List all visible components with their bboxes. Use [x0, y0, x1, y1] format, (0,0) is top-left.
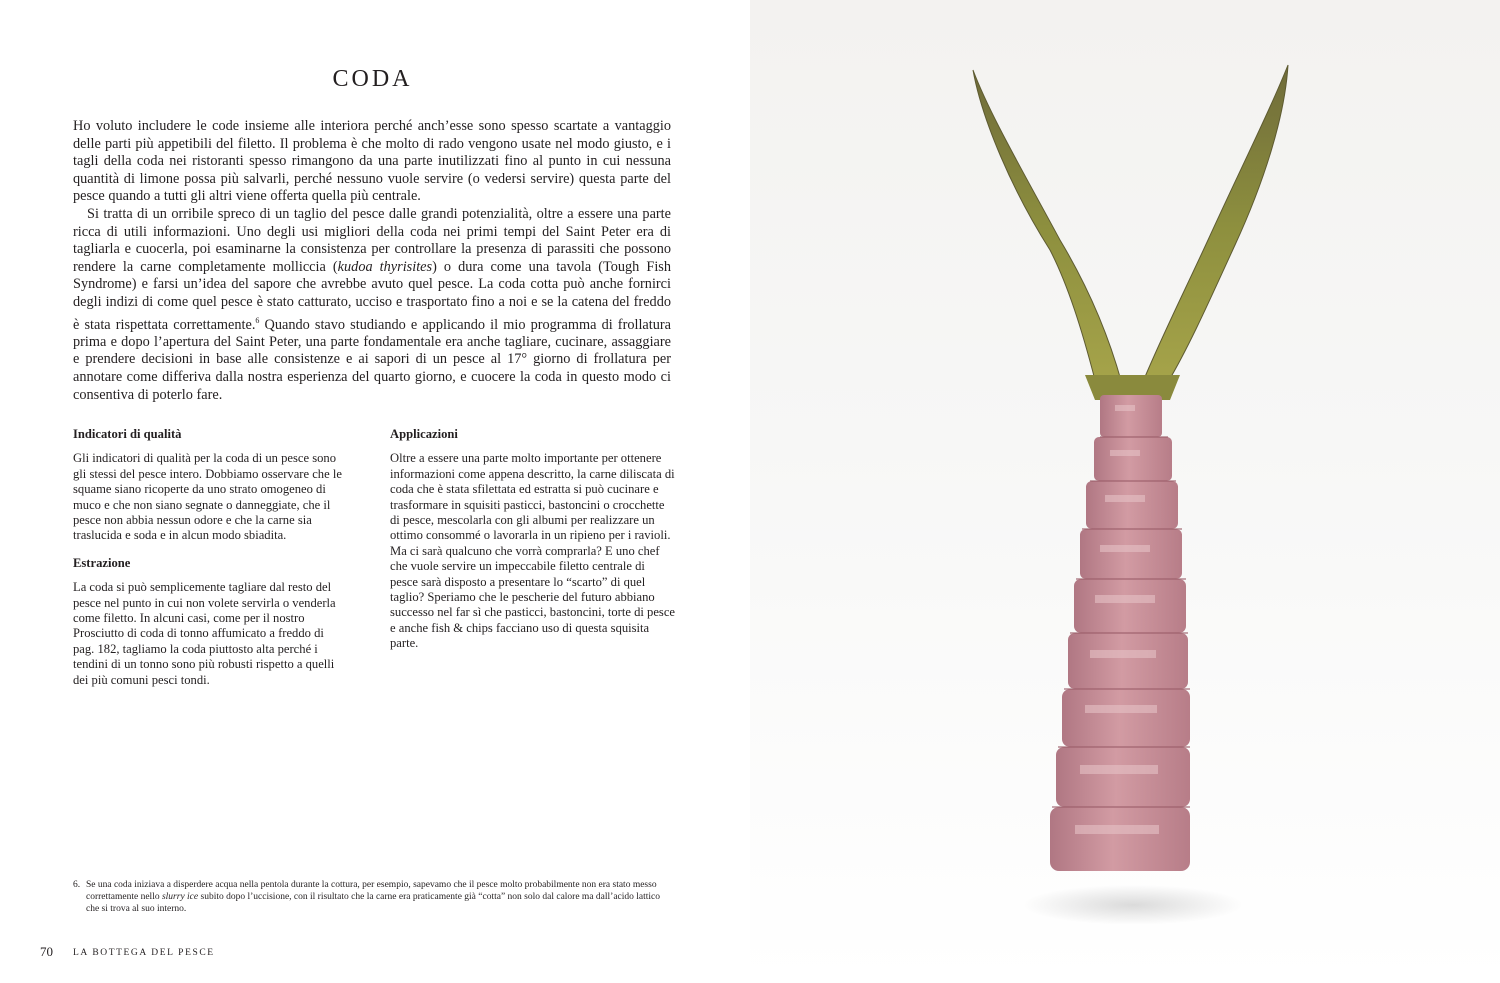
- fin-right-lobe: [1142, 65, 1288, 384]
- photo-page: [750, 0, 1500, 983]
- footnote-italic-term: slurry ice: [161, 892, 199, 902]
- footnote-text: [86, 879, 673, 915]
- applications-text: Oltre a essere una parte molto importante per ottenere informazioni come appena descritto, la carne diliscata di coda che è stata sfilettata ed estratta si può cucinare e trasformare in squisiti pasticci, bastoncini o crocchette di pesce, mescolarla con gli albumi per realizzare un ottimo consommé o lavorarla in un ripieno per i ravioli. Ma ci sarà qualcuno che vorrà comprarla? E uno chef che vuole servire un impeccabile filetto centrale di pesce sarà disposto a presentare lo “scarto” di quel taglio? Speriamo che le pescherie del futuro abbiano successo nel far sì che pasticci, bastoncini, torte di pesce e anche fish & chips facciano uso di questa squisita parte.: [390, 451, 676, 651]
- para2-italic-term: kudoa thyrisites: [337, 258, 433, 275]
- footnote-ref[interactable]: 6: [255, 315, 260, 325]
- tail-slices: [1023, 395, 1243, 925]
- footnote-text-a: Se una coda iniziava a disperdere acqua nella pentola durante la cottura, per esempio, sapevamo che il pesce molto probabilmente non era stato messo correttamente nello: [86, 880, 657, 902]
- quality-text: Gli indicatori di qualità per la coda di un pesce sono gli stessi del pesce intero. Dobbiamo osservare che le squame siano ricoperte da uno strato omogeneo di muco e che non siano segnate o danneggiate, che il pesce non abbia nessun odore e che la carne sia traslucida e soda e in alcun modo sbiadita.: [73, 451, 342, 543]
- applications-heading: Applicazioni: [390, 427, 458, 441]
- footnote-text-b: subito dopo l’uccisione, con il risultato che la carne era praticamente già “cotta” non solo dal calore ma dall’acido lattico che si trova al suo interno.: [86, 892, 661, 914]
- para2-text-a: Si tratta di un orribile spreco di un taglio del pesce dalle grandi potenzialità, oltre a essere una parte ricca di utili informazioni. Uno degli usi migliori della coda nei primi tempi del Saint Peter era di tagliarla e cuocerla, poi esaminarne la consistenza per controllare la presenza di parassiti che possono rendere la carne completamente molliccia (: [73, 205, 671, 275]
- fin-left-lobe: [973, 70, 1122, 384]
- column-left: [73, 427, 348, 700]
- para2-text-c: Quando stavo studiando e applicando il mio programma di frollatura prima e dopo l’apertura del Saint Peter, una parte fondamentale era anche tagliare, cucinare, assaggiare e prendere decisioni in base alle consistenze e ai sapori di un pesce al 17° giorno di frollatura per annotare come differiva dalla nostra esperienza del quarto giorno, e cuocere la coda in questo modo ci consentiva di poterlo fare.: [73, 316, 671, 403]
- intro-paragraph-1: Ho voluto includere le code insieme alle interiora perché anch’esse sono spesso scartate a vantaggio delle parti più appetibili del filetto. Il problema è che molto di rado vengono usate nel modo giusto, e i tagli della coda nei ristoranti spesso rimangono da una parte inutilizzati fino al punto in cui nessuna quantità di limone possa più salvarli, perché nessuno vuole servire (o vedersi servire) questa parte del pesce quando a tutti gli altri viene offerta quella più centrale.: [73, 118, 671, 205]
- running-head: LA BOTTEGA DEL PESCE: [73, 948, 215, 958]
- intro-text: [73, 118, 671, 404]
- para2-text-b: ) o dura come una tavola (Tough Fish Syndrome) e farsi un’idea del sapore che avrebbe avuto quel pesce. La coda cotta può anche fornirci degli indizi di come quel pesce è stato catturato, ucciso e trasportato fino a noi e se la catena del freddo è stata rispettata correttamente.: [73, 258, 672, 333]
- intro-paragraph-2: [73, 206, 671, 404]
- extraction-heading: Estrazione: [73, 555, 131, 570]
- page-number: 70: [40, 944, 53, 959]
- quality-heading: Indicatori di qualità: [73, 427, 182, 441]
- column-right: [390, 427, 675, 664]
- extraction-text: La coda si può semplicemente tagliare dal resto del pesce nel punto in cui non volete servirla o venderla come filetto. In alcuni casi, come per il nostro Prosciutto di coda di tonno affumicato a freddo di pag. 182, tagliamo la coda piuttosto alta perché i tendini di un tonno sono più robusti rispetto a quelli dei più comuni pesci tondi.: [73, 580, 336, 687]
- fish-tail-photo: [750, 0, 1500, 983]
- footnote-number: 6.: [73, 880, 81, 890]
- footnote: [73, 879, 673, 915]
- page-title: CODA: [332, 66, 413, 92]
